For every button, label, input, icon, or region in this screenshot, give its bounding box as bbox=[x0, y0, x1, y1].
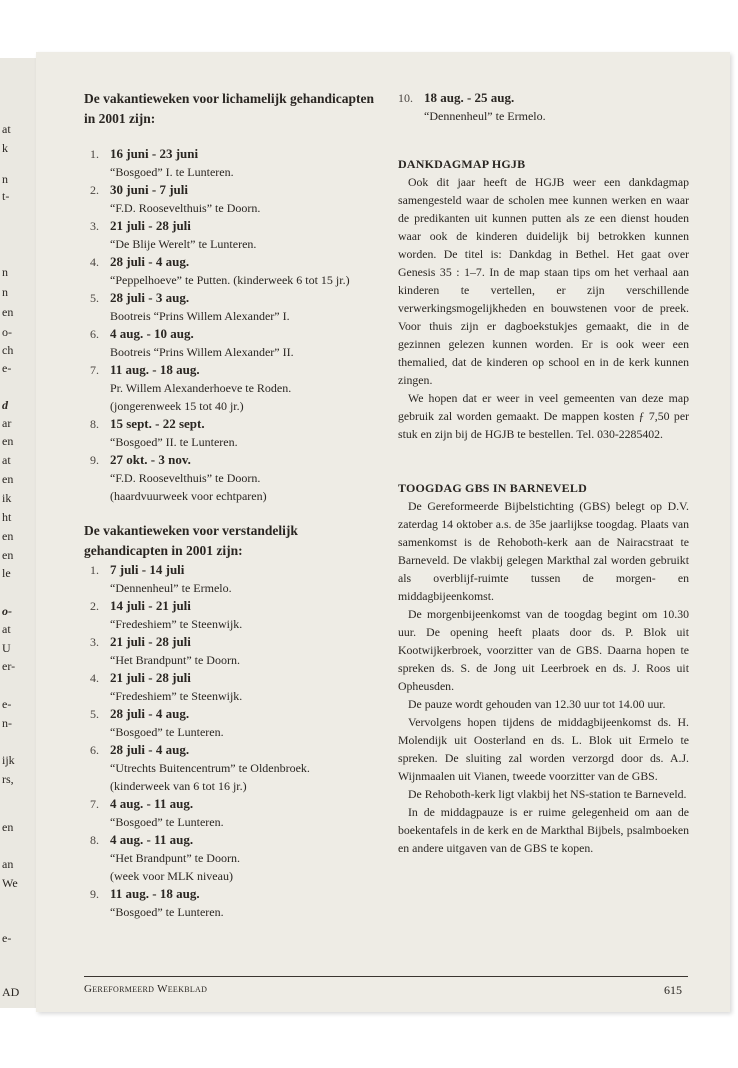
paragraph: De Rehoboth-kerk ligt vlakbij het NS-station te Barneveld. bbox=[408, 787, 687, 801]
item-number: 2. bbox=[90, 183, 99, 197]
item-detail: Pr. Willem Alexanderhoeve te Roden. bbox=[110, 381, 292, 395]
list-physically-disabled bbox=[84, 145, 384, 505]
item-number: 5. bbox=[90, 707, 99, 721]
margin-fragment: en bbox=[2, 548, 14, 562]
item-number: 4. bbox=[90, 255, 99, 269]
item-detail: “Het Brandpunt” te Doorn. bbox=[110, 653, 240, 667]
item-dates: 28 juli - 3 aug. bbox=[110, 290, 190, 305]
item-dates: 27 okt. - 3 nov. bbox=[110, 452, 191, 467]
margin-fragment: d bbox=[2, 398, 8, 412]
list-item bbox=[84, 741, 384, 795]
paragraph: Vervolgens hopen tijdens de middagbijeenkomst ds. H. Molendijk uit Oosterland en ds. L. Blok uit Ermelo te spreken. De sluiting zal worden verzorgd door ds. A.J. Wijnmaalen uit Vianen, tweede voorzitter van de GBS. bbox=[398, 715, 689, 783]
list-item bbox=[84, 633, 384, 669]
left-column bbox=[84, 89, 384, 921]
item-number: 3. bbox=[90, 635, 99, 649]
margin-fragment: rs, bbox=[2, 772, 14, 786]
list-item bbox=[84, 253, 384, 289]
item-number: 2. bbox=[90, 599, 99, 613]
heading-physically-disabled: De vakantieweken voor lichamelijk gehandicapten in 2001 zijn: bbox=[84, 91, 374, 126]
item-number: 6. bbox=[90, 743, 99, 757]
margin-fragment: ht bbox=[2, 510, 12, 524]
item-number: 10. bbox=[398, 91, 413, 105]
item-detail: “De Blije Werelt” te Lunteren. bbox=[110, 237, 257, 251]
item-detail: “Bosgoed” II. te Lunteren. bbox=[110, 435, 238, 449]
margin-fragment: o- bbox=[2, 604, 12, 618]
margin-fragment: ar bbox=[2, 416, 12, 430]
margin-fragment: n bbox=[2, 172, 8, 186]
list-item bbox=[84, 451, 384, 505]
item-detail: “Bosgoed” te Lunteren. bbox=[110, 725, 224, 739]
margin-fragment: We bbox=[2, 876, 18, 890]
item-dates: 28 juli - 4 aug. bbox=[110, 742, 190, 757]
item-detail: “Dennenheul” te Ermelo. bbox=[110, 581, 232, 595]
margin-fragment: en bbox=[2, 472, 14, 486]
item-dates: 30 juni - 7 juli bbox=[110, 182, 189, 197]
item-detail: “Bosgoed” te Lunteren. bbox=[110, 815, 224, 829]
item-detail: (jongerenweek 15 tot 40 jr.) bbox=[110, 399, 244, 413]
item-dates: 18 aug. - 25 aug. bbox=[424, 90, 515, 105]
list-item bbox=[84, 145, 384, 181]
item-detail: “Fredeshiem” te Steenwijk. bbox=[110, 617, 243, 631]
item-detail: (kinderweek van 6 tot 16 jr.) bbox=[110, 779, 247, 793]
item-detail: “Bosgoed” te Lunteren. bbox=[110, 905, 224, 919]
item-dates: 14 juli - 21 juli bbox=[110, 598, 191, 613]
item-number: 4. bbox=[90, 671, 99, 685]
list-item bbox=[84, 795, 384, 831]
item-detail: (haardvuurweek voor echtparen) bbox=[110, 489, 267, 503]
margin-fragment: AD bbox=[2, 985, 20, 999]
list-item bbox=[84, 217, 384, 253]
item-detail: Bootreis “Prins Willem Alexander” I. bbox=[110, 309, 290, 323]
item-dates: 4 aug. - 11 aug. bbox=[110, 796, 194, 811]
paragraph: De Gereformeerde Bijbelstichting (GBS) belegt op D.V. zaterdag 14 oktober a.s. de 35e jaarlijkse toogdag. Plaats van samenkomst is de Rehoboth-kerk aan de Nairacstraat te Barneveld. De vlakbij gelegen Markthal zal worden gebruikt als overblijf-ruimte tussen de morgen- en middagbijeenkomst. bbox=[398, 499, 689, 603]
margin-fragment: ik bbox=[2, 491, 12, 505]
item-detail: “F.D. Roosevelthuis” te Doorn. bbox=[110, 471, 261, 485]
list-item bbox=[84, 325, 384, 361]
item-number: 7. bbox=[90, 363, 99, 377]
margin-fragment: n bbox=[2, 265, 8, 279]
list-item bbox=[84, 361, 384, 415]
margin-fragment: e- bbox=[2, 931, 12, 945]
item-dates: 28 juli - 4 aug. bbox=[110, 706, 190, 721]
margin-fragment: an bbox=[2, 857, 14, 871]
margin-fragment: ijk bbox=[2, 753, 15, 767]
margin-fragment: n- bbox=[2, 716, 12, 730]
item-number: 7. bbox=[90, 797, 99, 811]
margin-fragment: e- bbox=[2, 697, 12, 711]
item-dates: 4 aug. - 10 aug. bbox=[110, 326, 194, 341]
paragraph: Ook dit jaar heeft de HGJB weer een dankdagmap samengesteld waar de scholen mee kunnen werken en waar de predikanten uit kunnen putten als ze een dienst houden waar ook de kinderen duidelijk bij betrokken kunnen worden. De titel is: Dankdag in Bethel. Het gaat over Genesis 35 : 1–7. In de map staan tips om het verhaal aan kinderen te vertellen, er zijn verschillende verwerkingsmogelijkheden en bouwstenen voor de preek. Voor thuis zijn er dagboekstukjes gemaakt, die in de gezinnen gelezen kunnen worden. Er is ook weer een themalied, dat de kinderen op school en in de kerk kunnen zingen. bbox=[398, 175, 689, 387]
margin-fragment: at bbox=[2, 622, 11, 636]
margin-fragment: at bbox=[2, 453, 11, 467]
section-title-toogdag: TOOGDAG GBS IN BARNEVELD bbox=[398, 481, 587, 495]
section-body-toogdag bbox=[398, 497, 689, 857]
item-number: 1. bbox=[90, 147, 99, 161]
list-item bbox=[84, 181, 384, 217]
footer-publication-title: Gereformeerd Weekblad bbox=[84, 983, 208, 995]
item-number: 8. bbox=[90, 833, 99, 847]
list-mentally-disabled bbox=[84, 561, 384, 921]
list-item bbox=[84, 705, 384, 741]
margin-fragment: le bbox=[2, 566, 11, 580]
item-dates: 11 aug. - 18 aug. bbox=[110, 886, 200, 901]
item-dates: 21 juli - 28 juli bbox=[110, 218, 191, 233]
item-number: 5. bbox=[90, 291, 99, 305]
item-number: 1. bbox=[90, 563, 99, 577]
item-dates: 21 juli - 28 juli bbox=[110, 634, 191, 649]
margin-fragment: o- bbox=[2, 325, 12, 339]
list-item bbox=[84, 597, 384, 633]
list-item bbox=[84, 561, 384, 597]
item-detail: “F.D. Roosevelthuis” te Doorn. bbox=[110, 201, 261, 215]
item-number: 8. bbox=[90, 417, 99, 431]
margin-fragment: ch bbox=[2, 343, 14, 357]
list-item bbox=[84, 289, 384, 325]
section-body-dankdagmap bbox=[398, 173, 689, 443]
margin-fragment: t- bbox=[2, 189, 10, 203]
margin-fragment: en bbox=[2, 434, 14, 448]
item-number: 6. bbox=[90, 327, 99, 341]
heading-mentally-disabled: De vakantieweken voor verstandelijk gehandicapten in 2001 zijn: bbox=[84, 523, 298, 558]
right-column bbox=[398, 89, 689, 857]
margin-fragment: at bbox=[2, 122, 11, 136]
margin-fragment: en bbox=[2, 820, 14, 834]
item-dates: 4 aug. - 11 aug. bbox=[110, 832, 194, 847]
margin-fragment: er- bbox=[2, 659, 16, 673]
margin-fragment: U bbox=[2, 641, 11, 655]
item-number: 9. bbox=[90, 453, 99, 467]
margin-fragment: e- bbox=[2, 361, 12, 375]
item-dates: 28 juli - 4 aug. bbox=[110, 254, 190, 269]
list-item bbox=[84, 669, 384, 705]
item-number: 3. bbox=[90, 219, 99, 233]
paragraph: De morgenbijeenkomst van de toogdag begint om 10.30 uur. De opening heeft plaats door ds. P. Blok uit Kootwijkerbroek, voorzitter van de GBS. Daarna hopen te spreken ds. S. de Jong uit Leerbroek en ds. J. Roos uit Opheusden. bbox=[398, 607, 689, 693]
item-detail: “Het Brandpunt” te Doorn. bbox=[110, 851, 240, 865]
margin-fragment: k bbox=[2, 141, 8, 155]
item-dates: 16 juni - 23 juni bbox=[110, 146, 199, 161]
item-dates: 11 aug. - 18 aug. bbox=[110, 362, 200, 377]
item-detail: “Peppelhoeve” te Putten. (kinderweek 6 tot 15 jr.) bbox=[110, 273, 350, 287]
item-number: 9. bbox=[90, 887, 99, 901]
margin-fragment: en bbox=[2, 529, 14, 543]
item-location: “Dennenheul” te Ermelo. bbox=[424, 109, 546, 123]
item-detail: (week voor MLK niveau) bbox=[110, 869, 233, 883]
paragraph: We hopen dat er weer in veel gemeenten van deze map gebruik zal worden gemaakt. De mappen kosten ƒ 7,50 per stuk en zijn bij de HGJB te bestellen. Tel. 030-2285402. bbox=[398, 391, 689, 441]
item-detail: Bootreis “Prins Willem Alexander” II. bbox=[110, 345, 294, 359]
margin-fragment: n bbox=[2, 285, 8, 299]
item-dates: 21 juli - 28 juli bbox=[110, 670, 191, 685]
item-detail: “Utrechts Buitencentrum” te Oldenbroek. bbox=[110, 761, 310, 775]
list-item bbox=[84, 831, 384, 885]
footer-page-number: 615 bbox=[664, 983, 682, 997]
margin-fragment: en bbox=[2, 305, 14, 319]
footer-rule bbox=[84, 976, 688, 977]
list-item-10 bbox=[398, 89, 689, 125]
paragraph: De pauze wordt gehouden van 12.30 uur tot 14.00 uur. bbox=[408, 697, 666, 711]
item-detail: “Fredeshiem” te Steenwijk. bbox=[110, 689, 243, 703]
paragraph: In de middagpauze is er ruime gelegenheid om aan de boekentafels in de kerk en de Markthal Bijbels, psalmboeken en andere uitgaven van de GBS te kopen. bbox=[398, 805, 689, 855]
item-dates: 15 sept. - 22 sept. bbox=[110, 416, 205, 431]
list-item bbox=[84, 415, 384, 451]
section-title-dankdagmap: DANKDAGMAP HGJB bbox=[398, 157, 526, 171]
item-detail: “Bosgoed” I. te Lunteren. bbox=[110, 165, 234, 179]
item-dates: 7 juli - 14 juli bbox=[110, 562, 185, 577]
list-item bbox=[84, 885, 384, 921]
